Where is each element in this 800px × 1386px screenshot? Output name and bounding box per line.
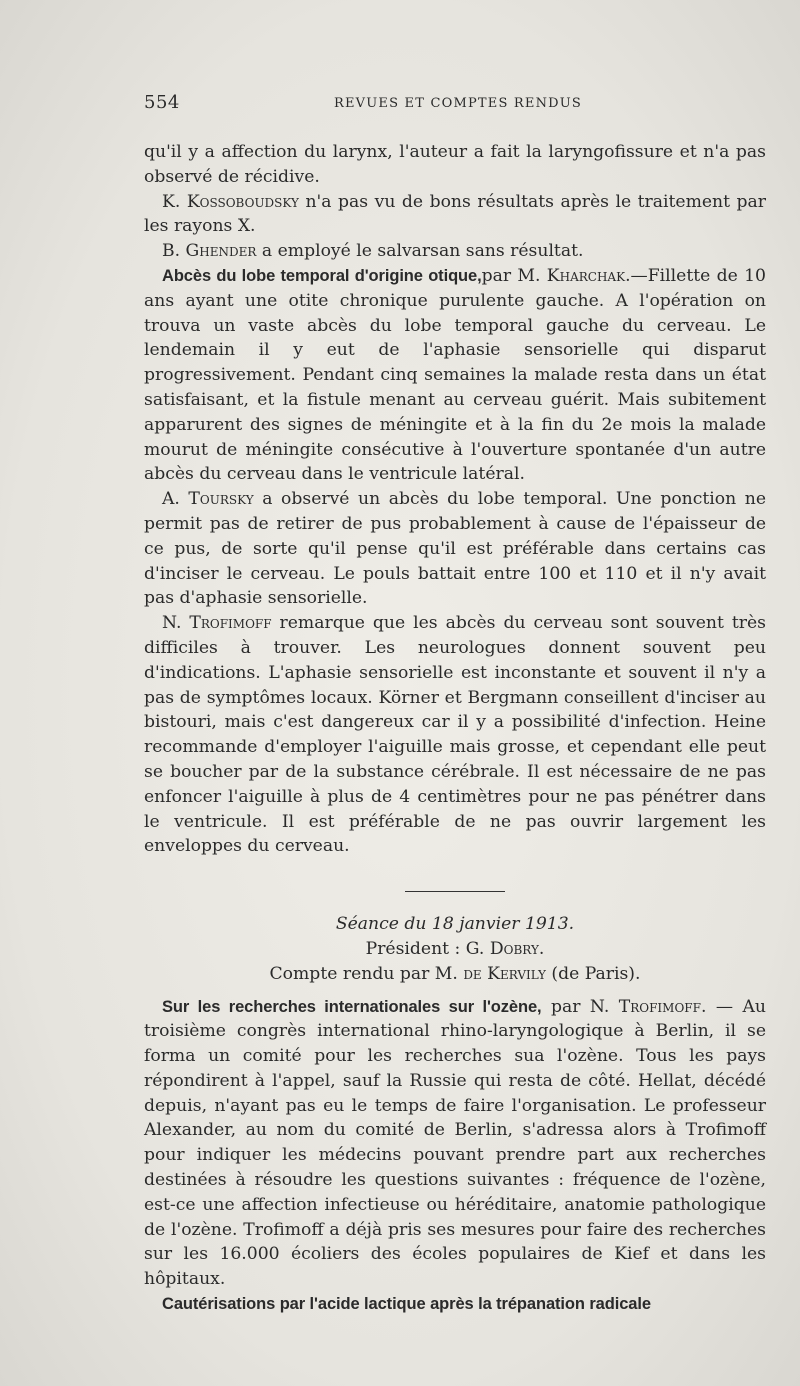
author-name: K. Kossoboudsky	[162, 191, 299, 212]
paragraph-cauterisations	[144, 1292, 766, 1317]
section-divider	[405, 891, 505, 892]
article-title: Abcès du lobe temporal d'origine otique,	[162, 266, 482, 285]
running-title: REVUES ET COMPTES RENDUS	[334, 96, 583, 111]
session-date: Séance du 18 janvier 1913.	[335, 914, 575, 935]
article-title: Cautérisations par l'acide lactique après la trépanation radicale	[162, 1295, 651, 1314]
paragraph-abces: Abcès du lobe temporal d'origine otique,par M. Kharchak.—Fillette de 10 ans ayant une otite chronique purulente gauche. A l'opération on trouva un vaste abcès du lobe temporal gauche du cerveau. Le lendemain il y eut de l'aphasie sensorielle qui disparut progressivement. Pendant cinq semaines la malade resta dans un état satisfaisant, et la fistule menant au cerveau guérit. Mais subitement apparurent des signes de méningite et à la fin du 2e mois la malade mourut de méningite consécutive à l'ouverture spontanée d'un autre abcès du cerveau dans le ventricule latéral.	[144, 265, 766, 485]
paragraph-continuation: qu'il y a affection du larynx, l'auteur a fait la laryngofissure et n'a pas observé de récidive.	[144, 142, 766, 187]
paragraph-toursky: A. Toursky a observé un abcès du lobe temporal. Une ponction ne permit pas de retirer de pus probablement à cause de l'épaisseur de ce pus, de sorte qu'il pense qu'il est préférable dans certains cas d'inciser le cerveau. Le pouls battait entre 100 et 110 et il n'y avait pas d'aphasie sensorielle.	[144, 489, 766, 609]
author-name: A. Toursky	[162, 489, 254, 510]
paragraph-ghender: B. Ghender a employé le salvarsan sans résultat.	[162, 241, 584, 262]
author-name: Trofimoff	[618, 996, 701, 1017]
page-header	[144, 92, 764, 118]
article-title: Sur les recherches internationales sur l'ozène,	[162, 997, 542, 1016]
session-report: Compte rendu par M. de Kervily (de Paris).	[269, 963, 641, 984]
paragraph-kossoboudsky: K. Kossoboudsky n'a pas vu de bons résultats après le traitement par les rayons X.	[144, 191, 766, 237]
author-name: N. Trofimoff	[162, 613, 272, 634]
paragraph-ozene: Sur les recherches internationales sur l'ozène, par N. Trofimoff. — Au troisième congrès international rhino-laryngologique à Berlin, il se forma un comité pour les recherches sua l'ozène. Tous les pays répondirent à l'appel, sauf la Russie qui resta de côté. Hellat, décédé depuis, n'ayant pas eu le temps de faire l'organisation. Le professeur Alexander, au nom du comité de Berlin, s'adressa alors à Trofimoff pour indiquer les médecins pouvant prendre part aux recherches destinées à résoudre les questions suivantes : fréquence de l'ozène, est-ce une affection infectieuse ou héréditaire, anatomie pathologique de l'ozène. Trofimoff a déjà pris ses mesures pour faire des recherches sur les 16.000 écoliers des écoles populaires de Kief et dans les hôpitaux.	[144, 996, 766, 1290]
author-name: Kharchak	[546, 265, 626, 286]
author-name: B. Ghender	[162, 241, 257, 262]
paragraph-trofimoff: N. Trofimoff remarque que les abcès du cerveau sont souvent très difficiles à trouver. Les neurologues donnent souvent peu d'indications. L'aphasie sensorielle est inconstante et souvent il n'y a pas de symptômes locaux. Körner et Bergmann conseillent d'inciser au bistouri, mais c'est dangereux car il y a possibilité d'infection. Heine recommande d'employer l'aiguille mais grosse, et cependant elle peut se boucher par de la substance cérébrale. Il est nécessaire de ne pas enfoncer l'aiguille à plus de 4 centimètres pour ne pas pénétrer dans le ventricule. Il est préférable de ne pas ouvrir largement les enveloppes du cerveau.	[144, 613, 766, 857]
session-president: Président : G. Dobry.	[365, 938, 545, 959]
page-body	[144, 140, 766, 1317]
page-number: 554	[144, 92, 180, 113]
